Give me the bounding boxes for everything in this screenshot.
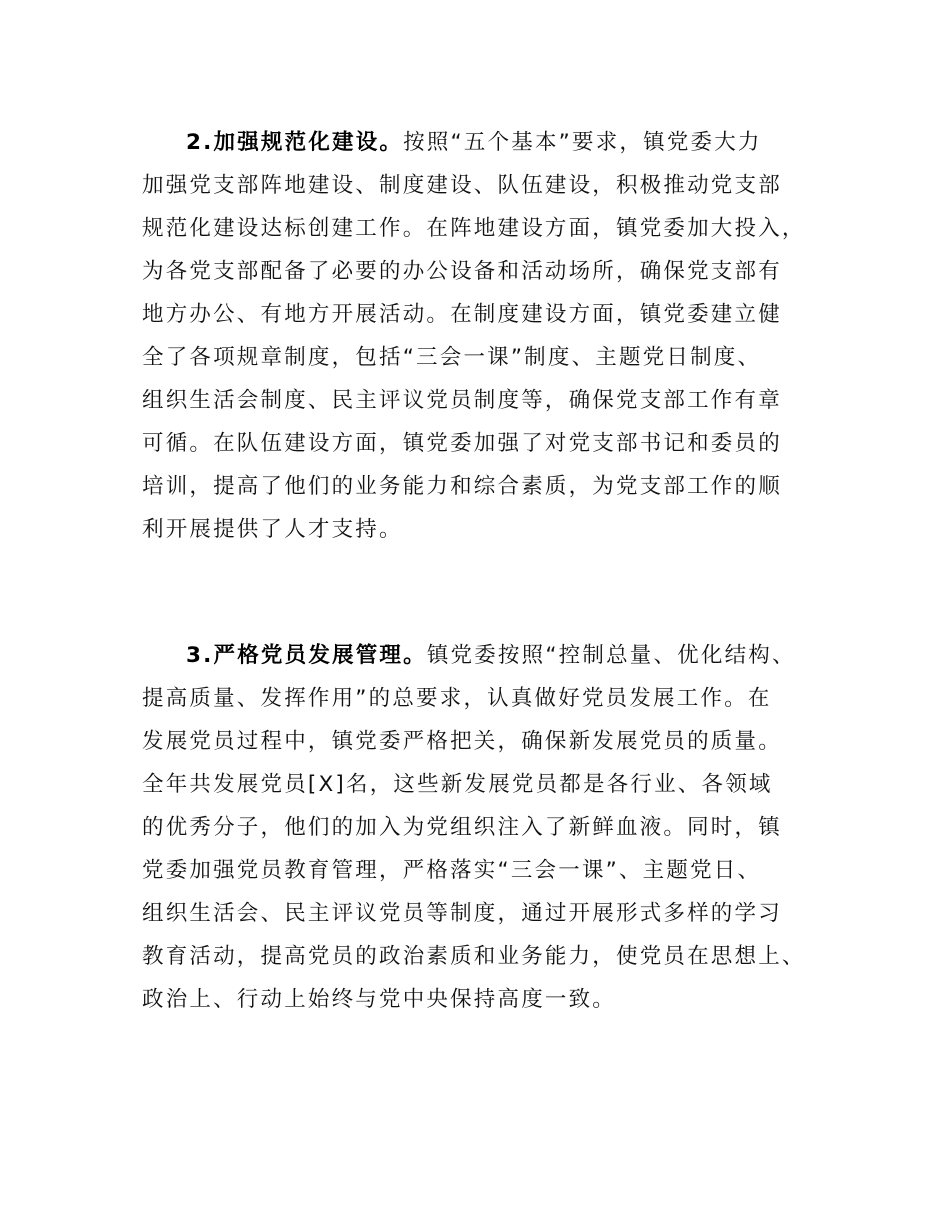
paragraph-line: 全年共发展党员[X]名，这些新发展党员都是各行业、各领域 [142, 772, 773, 797]
paragraph-line: 组织生活会、民主评议党员等制度，通过开展形式多样的学习 [142, 901, 782, 926]
paragraph-line: 利开展提供了人才支持。 [142, 517, 403, 542]
paragraph-line: 发展党员过程中，镇党委严格把关，确保新发展党员的质量。 [142, 729, 782, 754]
paragraph-line: 政治上、行动上始终与党中央保持高度一致。 [142, 987, 617, 1012]
paragraph-heading: 2.加强规范化建设。 [186, 130, 404, 155]
paragraph-text: 按照“五个基本”要求，镇党委大力 [403, 130, 762, 155]
paragraph-line [142, 634, 842, 677]
paragraph-line: 为各党支部配备了必要的办公设备和活动场所，确保党支部有 [142, 259, 782, 284]
paragraph-heading: 3.严格党员发展管理。 [186, 643, 427, 668]
paragraph-line: 规范化建设达标创建工作。在阵地建设方面，镇党委加大投入， [142, 216, 806, 241]
paragraph-line: 全了各项规章制度，包括“三会一课”制度、主题党日制度、 [142, 345, 762, 370]
paragraph-line: 加强党支部阵地建设、制度建设、队伍建设，积极推动党支部 [142, 173, 782, 198]
paragraph-regularization [142, 121, 842, 551]
paragraph-line [142, 121, 842, 164]
paragraph-text: 镇党委按照“控制总量、优化结构、 [426, 643, 796, 668]
paragraph-line: 教育活动，提高党员的政治素质和业务能力，使党员在思想上、 [142, 944, 806, 969]
paragraph-member-development [142, 634, 842, 1021]
paragraph-line: 党委加强党员教育管理，严格落实“三会一课”、主题党日、 [142, 858, 762, 883]
paragraph-line: 的优秀分子，他们的加入为党组织注入了新鲜血液。同时，镇 [142, 815, 782, 840]
paragraph-line: 组织生活会制度、民主评议党员制度等，确保党支部工作有章 [142, 388, 782, 413]
paragraph-line: 提高质量、发挥作用”的总要求，认真做好党员发展工作。在 [142, 686, 772, 711]
paragraph-line: 可循。在队伍建设方面，镇党委加强了对党支部书记和委员的 [142, 431, 782, 456]
paragraph-line: 培训，提高了他们的业务能力和综合素质，为党支部工作的顺 [142, 474, 782, 499]
paragraph-line: 地方办公、有地方开展活动。在制度建设方面，镇党委建立健 [142, 302, 782, 327]
